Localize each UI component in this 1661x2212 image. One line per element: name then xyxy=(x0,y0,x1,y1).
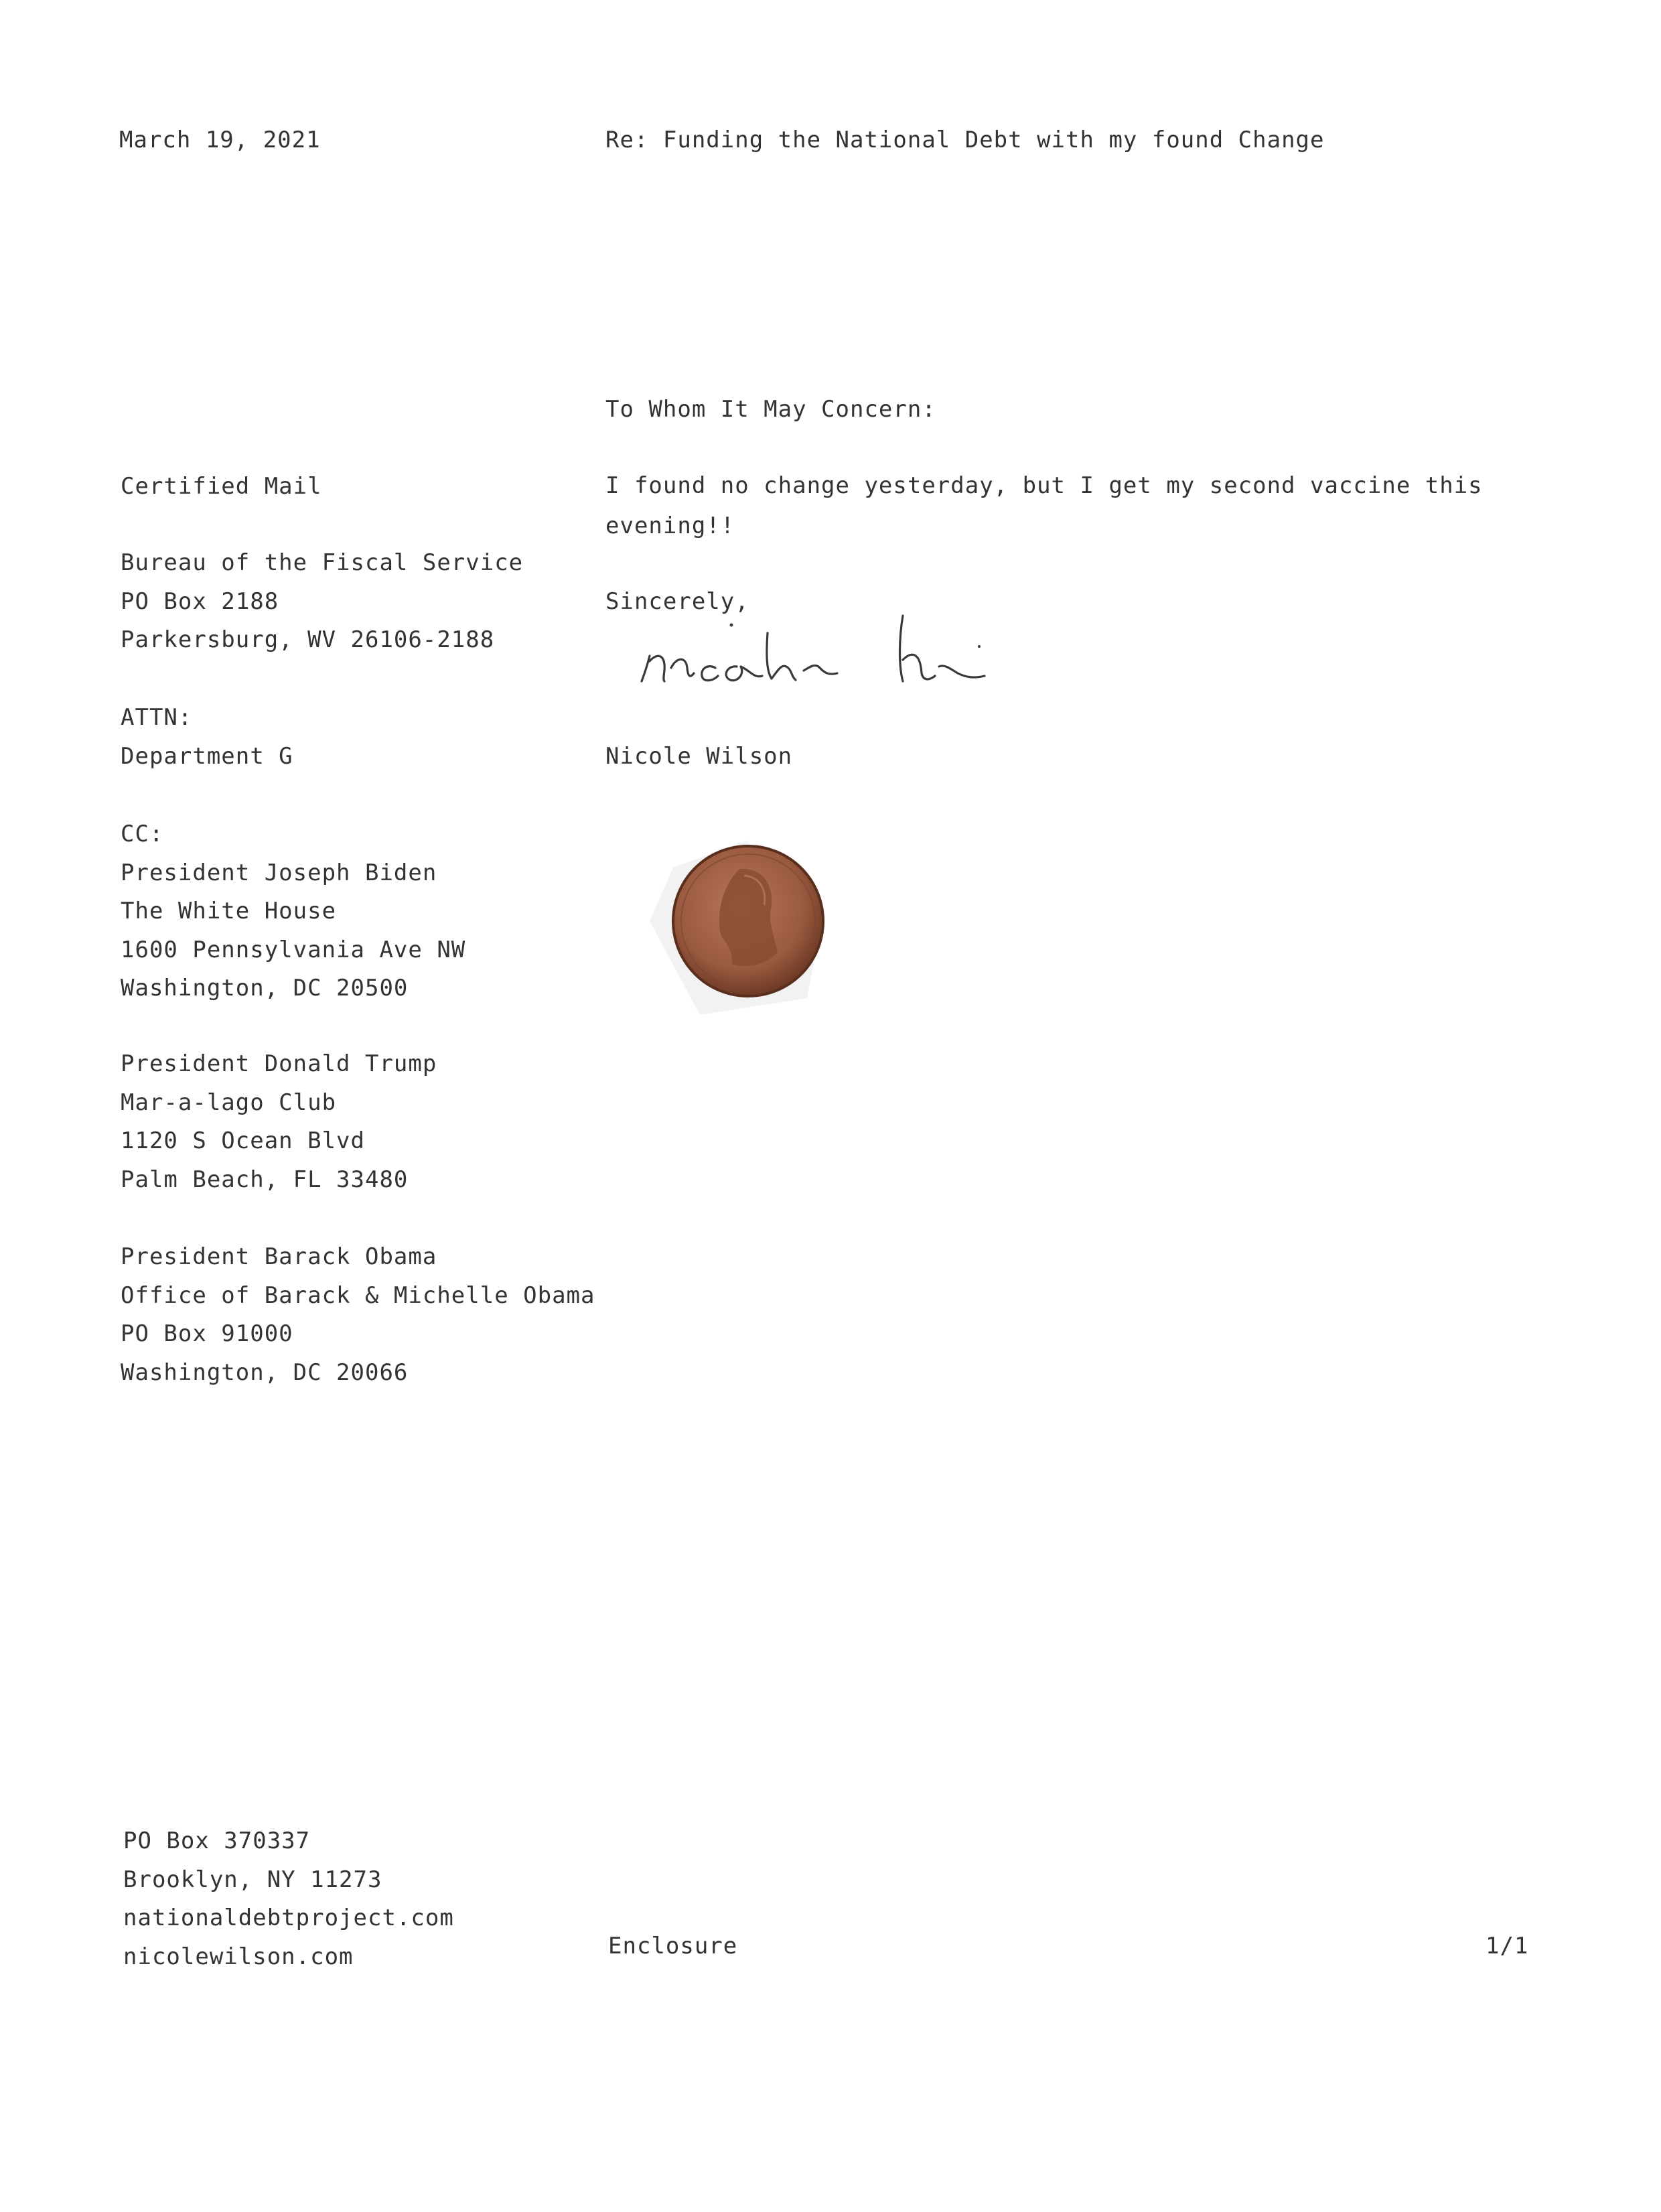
cc-biden-line: Washington, DC 20500 xyxy=(121,975,409,1001)
attention-block xyxy=(121,699,293,776)
sender-website-link[interactable]: nationaldebtproject.com xyxy=(123,1905,454,1931)
recipient-line: PO Box 2188 xyxy=(121,587,279,615)
letter-date: March 19, 2021 xyxy=(119,127,321,153)
cc-trump-line: Palm Beach, FL 33480 xyxy=(121,1166,409,1193)
sender-address xyxy=(123,1822,454,1976)
cc-trump-line: President Donald Trump xyxy=(121,1050,437,1077)
handwritten-signature xyxy=(636,606,998,707)
recipient-address xyxy=(121,544,523,660)
letter-subject: Re: Funding the National Debt with my found Change xyxy=(605,127,1325,153)
recipient-line: Bureau of the Fiscal Service xyxy=(121,549,524,576)
enclosure-note: Enclosure xyxy=(608,1933,738,1959)
cc-label: CC: xyxy=(121,821,164,847)
body-line: evening!! xyxy=(605,512,735,539)
sender-line: PO Box 370337 xyxy=(123,1827,311,1854)
page-number: 1/1 xyxy=(1486,1933,1529,1959)
mail-type: Certified Mail xyxy=(121,473,322,500)
closing: Sincerely, xyxy=(605,588,749,615)
body-line: I found no change yesterday, but I get my second vaccine this xyxy=(605,472,1483,499)
cc-trump-line: Mar-a-lago Club xyxy=(121,1089,337,1116)
attn-department: Department G xyxy=(121,742,293,770)
sender-website-link[interactable]: nicolewilson.com xyxy=(123,1943,354,1970)
recipient-line: Parkersburg, WV 26106-2188 xyxy=(121,626,495,653)
cc-obama-line: PO Box 91000 xyxy=(121,1320,293,1347)
cc-block xyxy=(121,815,465,1008)
cc-biden-line: The White House xyxy=(121,898,337,924)
cc-biden-line: President Joseph Biden xyxy=(121,859,437,886)
signer-name: Nicole Wilson xyxy=(605,743,793,770)
sender-line: Brooklyn, NY 11273 xyxy=(123,1866,382,1893)
attn-label: ATTN: xyxy=(121,704,193,731)
cc-trump-address xyxy=(121,1045,437,1199)
cc-obama-line: Washington, DC 20066 xyxy=(121,1359,409,1386)
cc-obama-line: Office of Barack & Michelle Obama xyxy=(121,1282,595,1309)
cc-biden-line: 1600 Pennsylvania Ave NW xyxy=(121,936,466,963)
cc-trump-line: 1120 S Ocean Blvd xyxy=(121,1127,365,1154)
salutation: To Whom It May Concern: xyxy=(605,396,936,423)
letter-body xyxy=(605,466,1483,546)
cc-obama-line: President Barack Obama xyxy=(121,1243,437,1270)
penny-icon xyxy=(646,821,841,1022)
cc-obama-address xyxy=(121,1238,595,1392)
